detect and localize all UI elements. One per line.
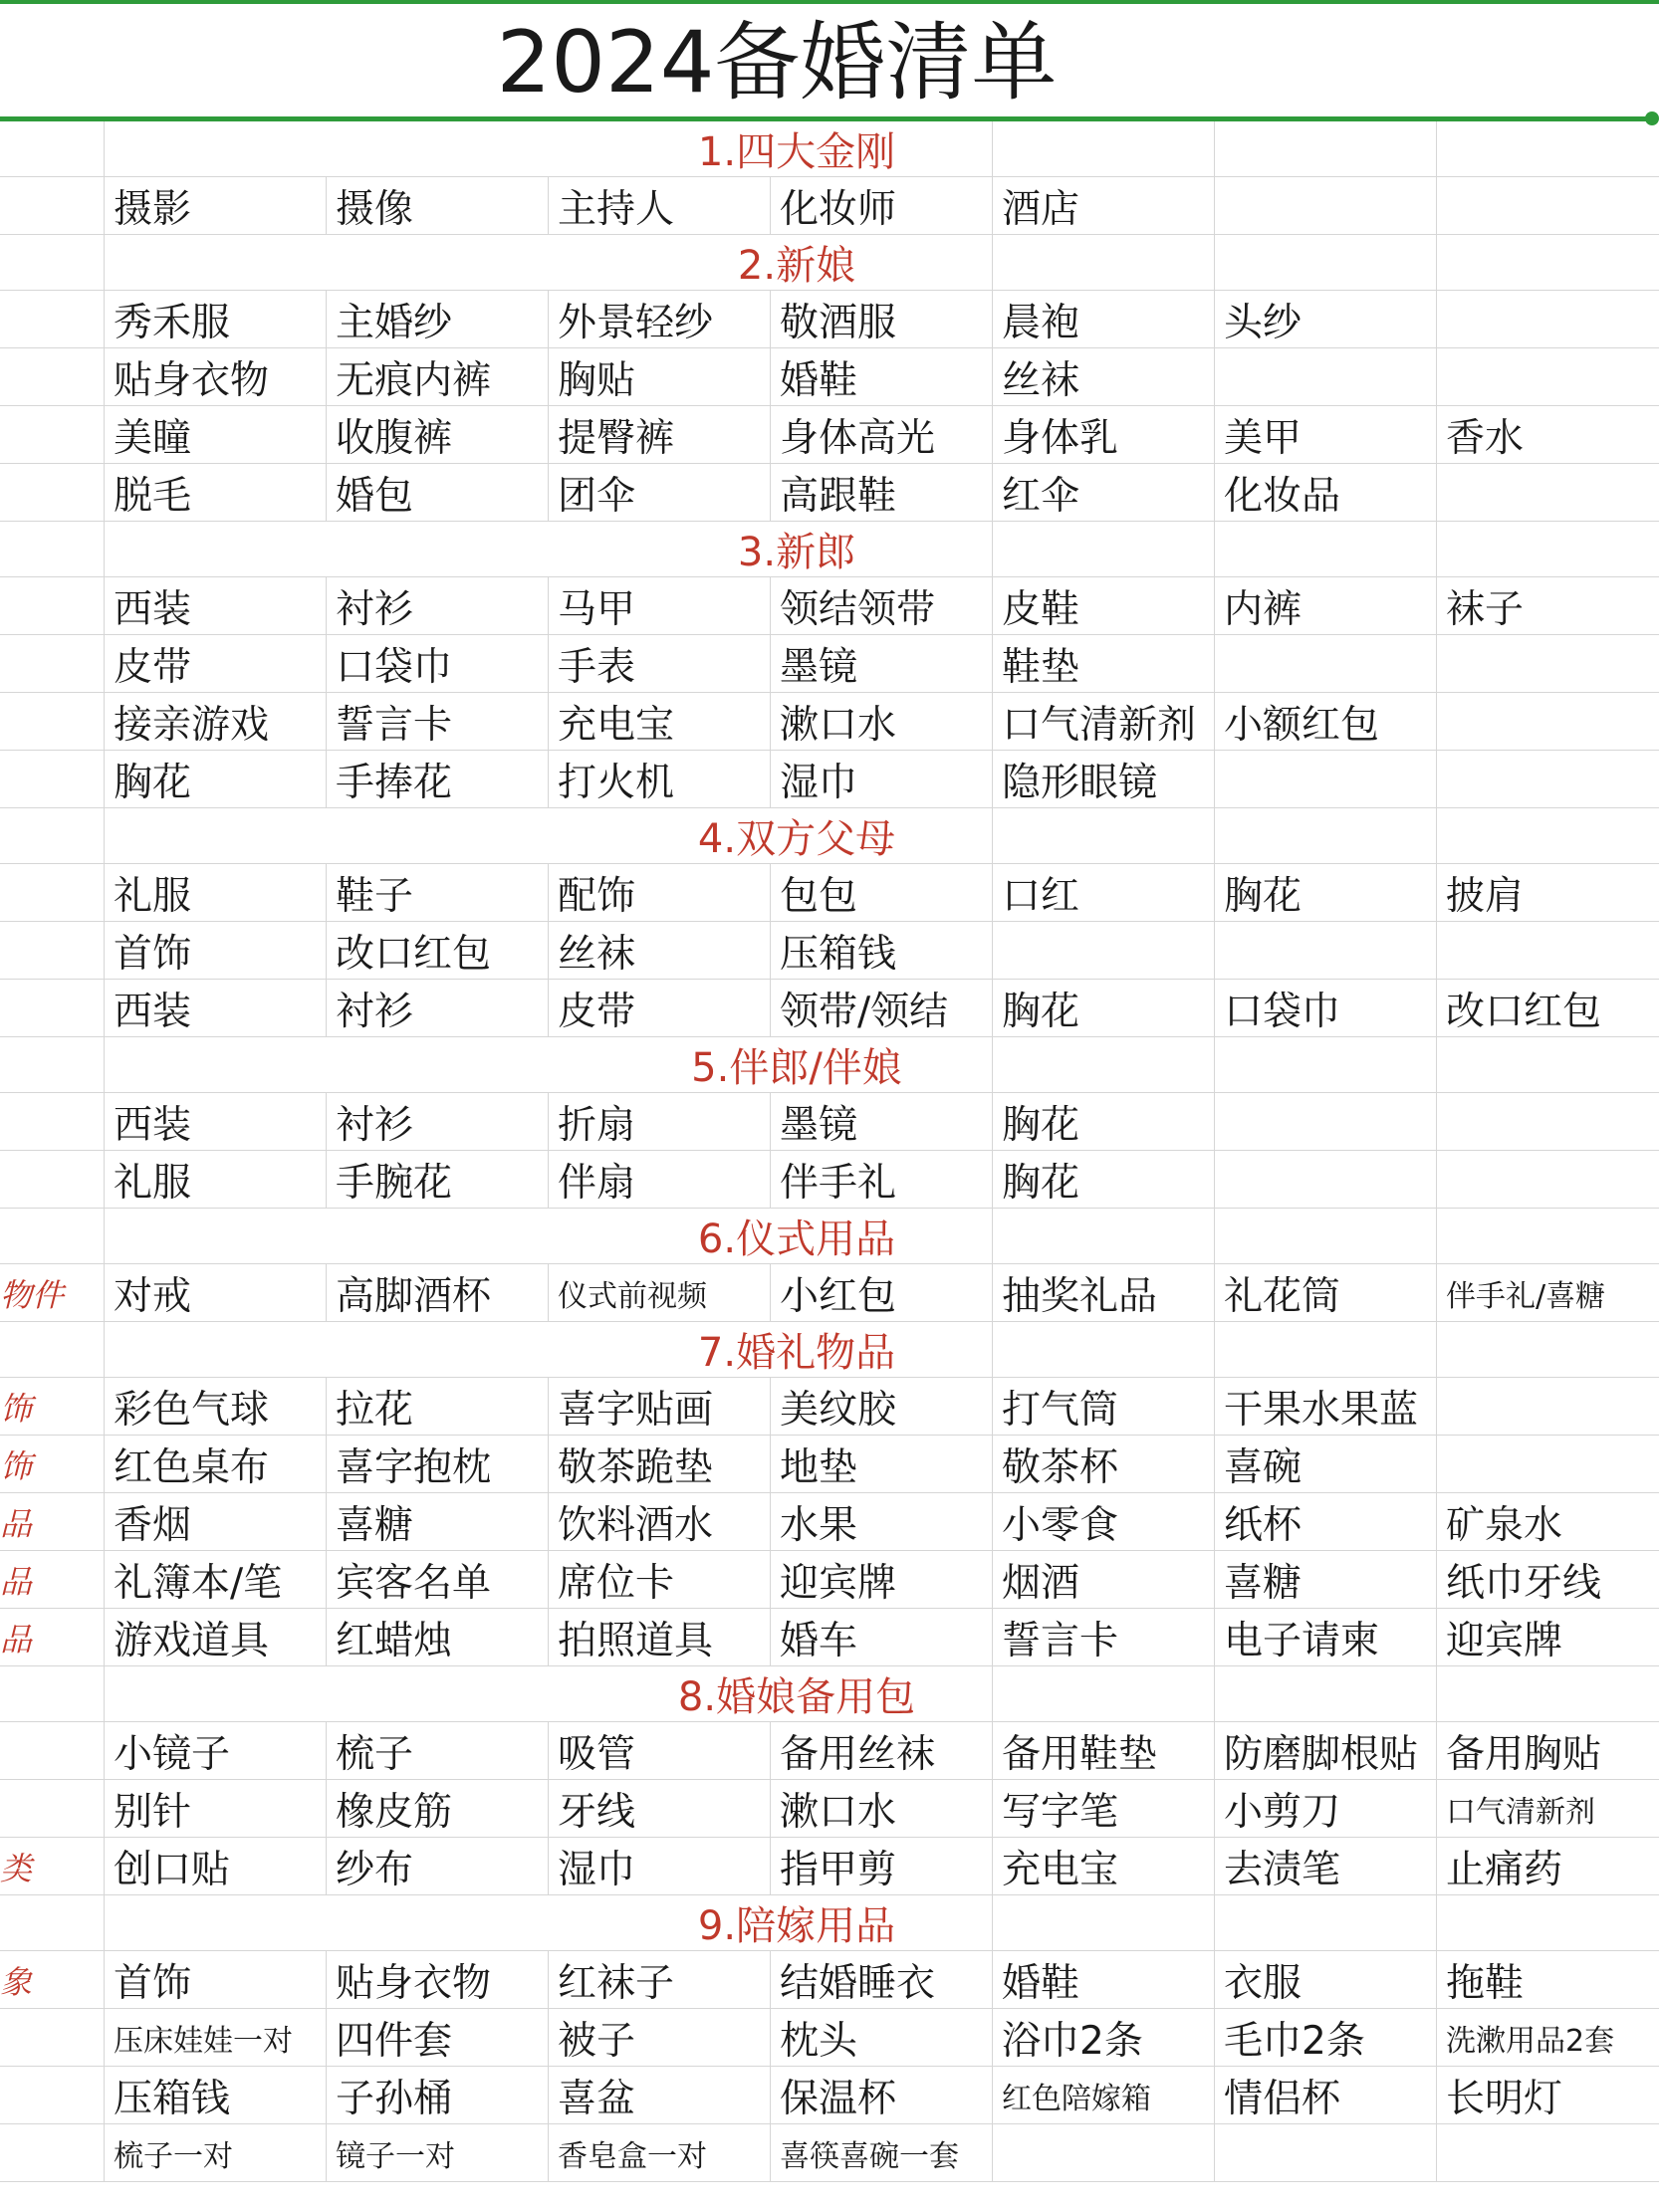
list-item-cell[interactable]: 压箱钱 [114,2076,231,2121]
item-row [0,2124,1659,2182]
list-item-cell[interactable]: 领带/领结 [780,989,949,1034]
list-item-cell[interactable]: 胸花 [114,760,192,805]
list-item-cell[interactable]: 喜糖 [1224,1560,1303,1606]
grid-line [1214,1037,1215,1092]
grid-line [104,121,105,176]
list-item-cell[interactable]: 包包 [780,873,858,919]
list-item-cell[interactable]: 礼簿本/笔 [114,1560,283,1606]
list-item-cell[interactable]: 四件套 [336,2018,453,2064]
list-item-cell[interactable]: 红蜡烛 [336,1618,453,1663]
list-item-cell[interactable]: 香皂盒一对 [558,2138,707,2174]
list-item-cell[interactable]: 情侣杯 [1224,2076,1341,2121]
list-item-cell[interactable]: 无痕内裤 [336,357,492,403]
list-item-cell[interactable]: 婚鞋 [780,357,858,403]
list-item-cell[interactable]: 美纹胶 [780,1387,897,1433]
list-item-cell[interactable]: 口气清新剂 [1002,702,1197,748]
list-item-cell[interactable]: 纸杯 [1224,1502,1303,1548]
list-item-cell[interactable]: 敬酒服 [780,300,897,345]
list-item-cell[interactable] [992,922,1214,979]
list-item-cell[interactable]: 伴手礼/喜糖 [1446,1278,1606,1314]
list-item-cell[interactable]: 婚鞋 [1002,1960,1080,2006]
list-item-cell[interactable]: 红色桌布 [114,1444,270,1490]
list-item-cell[interactable] [1436,2124,1658,2181]
item-row [0,1780,1659,1838]
list-item-cell[interactable]: 高脚酒杯 [336,1273,492,1319]
item-row [0,1151,1659,1209]
grid-line [1436,1666,1437,1721]
section-title[interactable]: 6.仪式用品 [697,1217,896,1262]
list-item-cell[interactable]: 梳子一对 [114,2138,233,2174]
item-row [0,980,1659,1037]
item-row [0,1722,1659,1780]
list-item-cell[interactable]: 礼服 [114,1160,192,1206]
list-item-cell[interactable]: 彩色气球 [114,1387,270,1433]
list-item-cell[interactable]: 口气清新剂 [1446,1794,1595,1830]
section-header-row [0,1895,1659,1951]
list-item-cell[interactable]: 游戏道具 [114,1618,270,1663]
page-title: 2024备婚清单 [496,13,1058,112]
list-item-cell[interactable]: 西装 [114,586,192,632]
list-item-cell[interactable]: 脱毛 [114,473,192,519]
section-title[interactable]: 8.婚娘备用包 [677,1674,916,1720]
grid-line [1436,1209,1437,1263]
list-item-cell[interactable] [1436,348,1658,405]
list-item-cell[interactable] [1436,1151,1658,1208]
section-title[interactable]: 2.新娘 [737,243,856,289]
list-item-cell[interactable]: 高跟鞋 [780,473,897,519]
grid-line [104,522,105,576]
grid-line [1436,808,1437,863]
grid-line [1214,522,1215,576]
list-item-cell[interactable]: 手捧花 [336,760,453,805]
section-header-row [0,808,1659,864]
list-item-cell[interactable]: 隐形眼镜 [1002,760,1158,805]
grid-line [104,1666,105,1721]
row-category-label[interactable]: 品 [0,1620,33,1659]
section-header-row [0,1209,1659,1264]
section-title[interactable]: 1.四大金刚 [697,129,896,175]
list-item-cell[interactable]: 子孙桶 [336,2076,453,2121]
grid-line [1214,1666,1215,1721]
list-item-cell[interactable]: 团伞 [558,473,636,519]
item-row [0,348,1659,406]
list-item-cell[interactable]: 披肩 [1446,873,1525,919]
item-row [0,2067,1659,2124]
section-header-row [0,1666,1659,1722]
row-category-label[interactable]: 物件 [0,1275,65,1314]
list-item-cell[interactable]: 打火机 [558,760,675,805]
list-item-cell[interactable]: 红伞 [1002,473,1080,519]
item-row [0,1436,1659,1493]
list-item-cell[interactable]: 晨袍 [1002,300,1080,345]
row-category-label[interactable]: 象 [0,1962,33,2001]
list-item-cell[interactable] [1214,1151,1436,1208]
list-item-cell[interactable]: 改口红包 [336,931,492,977]
list-item-cell[interactable]: 化妆品 [1224,473,1341,519]
list-item-cell[interactable]: 拖鞋 [1446,1960,1525,2006]
item-row [0,1093,1659,1151]
list-item-cell[interactable] [1436,1378,1658,1435]
grid-line [1436,1037,1437,1092]
item-row [0,1951,1659,2009]
list-item-cell[interactable]: 红袜子 [558,1960,675,2006]
item-row [0,291,1659,348]
row-category-label[interactable]: 饰 [0,1446,33,1485]
item-row [0,1838,1659,1895]
list-item-cell[interactable]: 喜筷喜碗一套 [780,2138,959,2174]
list-item-cell[interactable]: 摄像 [336,186,414,232]
grid-line [1436,121,1437,176]
list-item-cell[interactable]: 西装 [114,989,192,1034]
list-item-cell[interactable]: 抽奖礼品 [1002,1273,1158,1319]
list-item-cell[interactable]: 衬衫 [336,586,414,632]
item-row [0,464,1659,522]
list-item-cell[interactable]: 胸贴 [558,357,636,403]
list-item-cell[interactable]: 衣服 [1224,1960,1303,2006]
list-item-cell[interactable]: 喜字贴画 [558,1387,714,1433]
list-item-cell[interactable]: 充电宝 [1002,1847,1119,1892]
grid-line [104,1322,105,1377]
list-item-cell[interactable]: 饮料酒水 [558,1502,714,1548]
grid-line [1436,235,1437,290]
item-row [0,177,1659,235]
grid-line [104,1037,105,1092]
list-item-cell[interactable]: 伴扇 [558,1160,636,1206]
list-item-cell[interactable]: 头纱 [1224,300,1303,345]
list-item-cell[interactable]: 秀禾服 [114,300,231,345]
list-item-cell[interactable]: 牙线 [558,1789,636,1835]
list-item-cell[interactable]: 电子请柬 [1224,1618,1380,1663]
list-item-cell[interactable]: 身体高光 [780,415,936,461]
list-item-cell[interactable]: 皮带 [114,644,192,690]
list-item-cell[interactable]: 身体乳 [1002,415,1119,461]
list-item-cell[interactable]: 美瞳 [114,415,192,461]
list-item-cell[interactable]: 长明灯 [1446,2076,1563,2121]
list-item-cell[interactable]: 毛巾2条 [1224,2018,1365,2064]
item-row [0,1551,1659,1609]
list-item-cell[interactable]: 保温杯 [780,2076,897,2121]
list-item-cell[interactable]: 指甲剪 [780,1847,897,1892]
list-item-cell[interactable]: 湿巾 [780,760,858,805]
list-item-cell[interactable]: 充电宝 [558,702,675,748]
list-item-cell[interactable]: 梳子 [336,1731,414,1777]
list-item-cell[interactable]: 领结领带 [780,586,936,632]
grid-line [1436,522,1437,576]
item-row [0,922,1659,980]
list-item-cell[interactable]: 香烟 [114,1502,192,1548]
row-category-label[interactable]: 类 [0,1849,33,1887]
list-item-cell[interactable]: 漱口水 [780,702,897,748]
list-item-cell[interactable] [1436,693,1658,750]
list-item-cell[interactable]: 小剪刀 [1224,1789,1341,1835]
list-item-cell[interactable]: 提臀裤 [558,415,675,461]
grid-line [104,1895,105,1950]
list-item-cell[interactable] [1436,1093,1658,1150]
list-item-cell[interactable]: 备用丝袜 [780,1731,936,1777]
list-item-cell[interactable]: 美甲 [1224,415,1303,461]
list-item-cell[interactable] [1436,177,1658,234]
list-item-cell[interactable]: 压箱钱 [780,931,897,977]
list-item-cell[interactable]: 拍照道具 [558,1618,714,1663]
grid-line [1214,808,1215,863]
list-item-cell[interactable]: 压床娃娃一对 [114,2023,293,2059]
list-item-cell[interactable] [1436,291,1658,347]
list-item-cell[interactable]: 丝袜 [1002,357,1080,403]
list-item-cell[interactable]: 喜糖 [336,1502,414,1548]
list-item-cell[interactable]: 婚包 [336,473,414,519]
list-item-cell[interactable]: 婚车 [780,1618,858,1663]
list-item-cell[interactable] [1214,922,1436,979]
list-item-cell[interactable] [1436,922,1658,979]
list-item-cell[interactable]: 主持人 [558,186,675,232]
list-item-cell[interactable]: 西装 [114,1102,192,1148]
section-title[interactable]: 5.伴郎/伴娘 [691,1045,902,1091]
list-item-cell[interactable]: 备用胸贴 [1446,1731,1602,1777]
section-header-row [0,1037,1659,1093]
list-item-cell[interactable]: 誓言卡 [1002,1618,1119,1663]
item-row [0,577,1659,635]
grid-line [1214,1322,1215,1377]
list-item-cell[interactable]: 鞋子 [336,873,414,919]
list-item-cell[interactable]: 浴巾2条 [1002,2018,1143,2064]
list-item-cell[interactable]: 袜子 [1446,586,1525,632]
list-item-cell[interactable]: 口红 [1002,873,1080,919]
list-item-cell[interactable]: 备用鞋垫 [1002,1731,1158,1777]
list-item-cell[interactable]: 喜盆 [558,2076,636,2121]
grid-line [1214,235,1215,290]
list-item-cell[interactable]: 水果 [780,1502,858,1548]
list-item-cell[interactable] [1214,751,1436,807]
list-item-cell[interactable]: 橡皮筋 [336,1789,453,1835]
list-item-cell[interactable]: 纸巾牙线 [1446,1560,1602,1606]
list-item-cell[interactable]: 拉花 [336,1387,414,1433]
list-item-cell[interactable]: 敬茶跪垫 [558,1444,714,1490]
list-item-cell[interactable]: 衬衫 [336,1102,414,1148]
list-item-cell[interactable]: 折扇 [558,1102,636,1148]
list-item-cell[interactable]: 烟酒 [1002,1560,1080,1606]
list-item-cell[interactable]: 镜子一对 [336,2138,455,2174]
item-row [0,635,1659,693]
list-item-cell[interactable]: 对戒 [114,1273,192,1319]
checklist-sheet [0,121,1659,2182]
list-item-cell[interactable]: 胸花 [1224,873,1303,919]
list-item-cell[interactable]: 手表 [558,644,636,690]
list-item-cell[interactable]: 口袋巾 [1224,989,1341,1034]
list-item-cell[interactable]: 外景轻纱 [558,300,714,345]
list-item-cell[interactable]: 主婚纱 [336,300,453,345]
section-title[interactable]: 3.新郎 [737,530,856,575]
list-item-cell[interactable]: 迎宾牌 [780,1560,897,1606]
list-item-cell[interactable]: 胸花 [1002,1160,1080,1206]
list-item-cell[interactable]: 迎宾牌 [1446,1618,1563,1663]
list-item-cell[interactable]: 衬衫 [336,989,414,1034]
list-item-cell[interactable]: 胸花 [1002,1102,1080,1148]
section-title[interactable]: 4.双方父母 [697,816,896,862]
grid-line [104,1209,105,1263]
list-item-cell[interactable]: 别针 [114,1789,192,1835]
grid-line [1214,1895,1215,1950]
list-item-cell[interactable]: 创口贴 [114,1847,231,1892]
list-item-cell[interactable]: 化妆师 [780,186,897,232]
item-row [0,1378,1659,1436]
list-item-cell[interactable] [1436,1436,1658,1492]
item-row [0,406,1659,464]
list-item-cell[interactable]: 写字笔 [1002,1789,1119,1835]
list-item-cell[interactable]: 喜碗 [1224,1444,1303,1490]
list-item-cell[interactable]: 墨镜 [780,1102,858,1148]
list-item-cell[interactable]: 被子 [558,2018,636,2064]
list-item-cell[interactable]: 誓言卡 [336,702,453,748]
grid-line [104,235,105,290]
item-row [0,2009,1659,2067]
list-item-cell[interactable]: 丝袜 [558,931,636,977]
list-item-cell[interactable] [1214,635,1436,692]
list-item-cell[interactable]: 酒店 [1002,186,1080,232]
list-item-cell[interactable]: 礼花筒 [1224,1273,1341,1319]
list-item-cell[interactable]: 枕头 [780,2018,858,2064]
list-item-cell[interactable]: 矿泉水 [1446,1502,1563,1548]
list-item-cell[interactable]: 伴手礼 [780,1160,897,1206]
item-row [0,693,1659,751]
list-item-cell[interactable]: 小零食 [1002,1502,1119,1548]
list-item-cell[interactable] [1214,2124,1436,2181]
grid-line [104,808,105,863]
list-item-cell[interactable]: 首饰 [114,931,192,977]
list-item-cell[interactable]: 内裤 [1224,586,1303,632]
list-item-cell[interactable]: 胸花 [1002,989,1080,1034]
top-border [0,0,1659,4]
list-item-cell[interactable]: 贴身衣物 [336,1960,492,2006]
list-item-cell[interactable]: 香水 [1446,415,1525,461]
list-item-cell[interactable]: 配饰 [558,873,636,919]
list-item-cell[interactable] [1436,635,1658,692]
section-header-row [0,121,1659,177]
list-item-cell[interactable]: 敬茶杯 [1002,1444,1119,1490]
list-item-cell[interactable]: 皮带 [558,989,636,1034]
item-row [0,1609,1659,1666]
list-item-cell[interactable]: 皮鞋 [1002,586,1080,632]
section-header-row [0,522,1659,577]
list-item-cell[interactable]: 马甲 [558,586,636,632]
list-item-cell[interactable] [992,2124,1214,2181]
item-row [0,1264,1659,1322]
list-item-cell[interactable]: 洗漱用品2套 [1446,2023,1615,2059]
list-item-cell[interactable]: 宾客名单 [336,1560,492,1606]
list-item-cell[interactable]: 结婚睡衣 [780,1960,936,2006]
list-item-cell[interactable]: 墨镜 [780,644,858,690]
list-item-cell[interactable] [1214,1093,1436,1150]
list-item-cell[interactable] [1214,177,1436,234]
row-category-label[interactable]: 饰 [0,1389,33,1428]
list-item-cell[interactable]: 仪式前视频 [558,1278,707,1314]
list-item-cell[interactable]: 红色陪嫁箱 [1002,2081,1151,2116]
list-item-cell[interactable]: 小额红包 [1224,702,1380,748]
item-row [0,751,1659,808]
list-item-cell[interactable]: 席位卡 [558,1560,675,1606]
grid-line [1436,1322,1437,1377]
list-item-cell[interactable] [1436,751,1658,807]
grid-line [1436,1895,1437,1950]
list-item-cell[interactable]: 摄影 [114,186,192,232]
item-row [0,864,1659,922]
list-item-cell[interactable]: 去渍笔 [1224,1847,1341,1892]
row-category-label[interactable]: 品 [0,1562,33,1601]
item-row [0,1493,1659,1551]
list-item-cell[interactable]: 防磨脚根贴 [1224,1731,1419,1777]
list-item-cell[interactable]: 喜字抱枕 [336,1444,492,1490]
list-item-cell[interactable]: 纱布 [336,1847,414,1892]
list-item-cell[interactable]: 地垫 [780,1444,858,1490]
list-item-cell[interactable]: 手腕花 [336,1160,453,1206]
section-header-row [0,1322,1659,1378]
list-item-cell[interactable]: 干果水果蓝 [1224,1387,1419,1433]
list-item-cell[interactable] [1436,464,1658,521]
list-item-cell[interactable]: 礼服 [114,873,192,919]
list-item-cell[interactable]: 湿巾 [558,1847,636,1892]
list-item-cell[interactable]: 打气筒 [1002,1387,1119,1433]
list-item-cell[interactable]: 止痛药 [1446,1847,1563,1892]
list-item-cell[interactable]: 贴身衣物 [114,357,270,403]
grid-line [1214,1209,1215,1263]
list-item-cell[interactable]: 鞋垫 [1002,644,1080,690]
list-item-cell[interactable]: 吸管 [558,1731,636,1777]
list-item-cell[interactable]: 小红包 [780,1273,897,1319]
list-item-cell[interactable]: 首饰 [114,1960,192,2006]
grid-line [1214,121,1215,176]
list-item-cell[interactable]: 接亲游戏 [114,702,270,748]
list-item-cell[interactable]: 小镜子 [114,1731,231,1777]
list-item-cell[interactable]: 收腹裤 [336,415,453,461]
section-header-row [0,235,1659,291]
list-item-cell[interactable]: 口袋巾 [336,644,453,690]
list-item-cell[interactable]: 改口红包 [1446,989,1602,1034]
section-title[interactable]: 7.婚礼物品 [697,1330,896,1376]
list-item-cell[interactable] [1214,348,1436,405]
row-category-label[interactable]: 品 [0,1504,33,1543]
section-title[interactable]: 9.陪嫁用品 [697,1903,896,1949]
list-item-cell[interactable]: 漱口水 [780,1789,897,1835]
